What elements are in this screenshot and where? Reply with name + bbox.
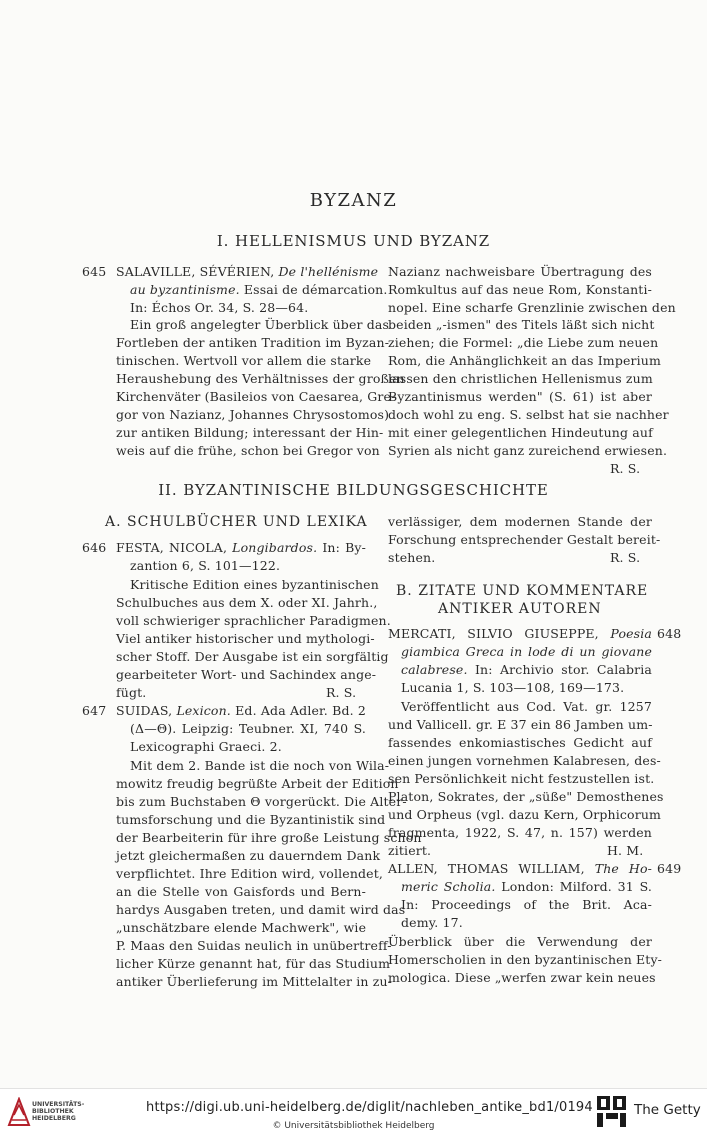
paragraph-line: „unschätzbare elende Machwerk", wie [116, 920, 367, 935]
paragraph-line: Fortleben der antiken Tradition im Byzan- [116, 335, 390, 350]
paragraph-line: Kritische Edition eines byzantinischen [130, 577, 379, 592]
paragraph-line: Romkultus auf das neue Rom, Konstanti- [388, 282, 652, 297]
paragraph-line: Rom, die Anhänglichkeit an das Imperium [388, 353, 661, 368]
paragraph-line: sen Persönlichkeit nicht festzustellen ist. [388, 771, 655, 786]
paragraph-line: Platon, Sokrates, der „süße" Demosthenes [388, 789, 664, 804]
entry-649-pub: In: Proceedings of the Brit. Aca- [401, 897, 652, 912]
paragraph-line: voll schwieriger sprachlicher Paradigmen. [116, 613, 391, 628]
copyright-notice: © Universitätsbibliothek Heidelberg [272, 1121, 435, 1131]
entry-title: The Ho- [594, 861, 652, 876]
paragraph-line: fragmenta, 1922, S. 47, n. 157) werden [388, 825, 652, 840]
entry-title: Lexicon. [176, 703, 231, 718]
paragraph-line: lassen den christlichen Hellenismus zum [388, 371, 653, 386]
paragraph-line: weis auf die frühe, schon bei Gregor von [116, 443, 380, 458]
paragraph-line: Viel antiker historischer und mythologi- [116, 631, 375, 646]
entry-649-series: demy. 17. [401, 915, 463, 930]
paragraph-line: P. Maas den Suidas neulich in unübertreff- [116, 938, 392, 953]
viewer-footer [0, 1088, 707, 1139]
getty-logo-icon [596, 1095, 628, 1129]
entry-author: SUIDAS, [116, 703, 173, 718]
entry-title: Poesia [610, 626, 652, 641]
paragraph-line: mit einer gelegentlichen Hindeutung auf [388, 425, 653, 440]
entry-author: MERCATI, SILVIO GIUSEPPE, [388, 626, 599, 641]
paragraph-line: Nazianz nachweisbare Übertragung des [388, 264, 652, 279]
entry-title: De l'hellénisme [278, 264, 379, 279]
entry-title: Longibardos. [232, 540, 318, 555]
paragraph-line: fügt. [116, 685, 147, 700]
entry-648-title: giambica Greca in lode di un giovane [401, 644, 652, 659]
paragraph-line: Überblick über die Verwendung der [388, 934, 652, 949]
paragraph-line: Syrien als nicht ganz zureichend erwiesen. [388, 443, 668, 458]
paragraph-line: Kirchenväter (Basileios von Caesarea, Gre- [116, 389, 396, 404]
entry-648-pub: Lucania 1, S. 103—108, 169—173. [401, 680, 625, 695]
entry-649-title-line: meric Scholia. London: Milford. 31 S. [401, 879, 653, 894]
entry-number-647: 647 [82, 703, 107, 718]
entry-647-pub: (Δ—Θ). Leipzig: Teubner. XI, 740 S. [130, 721, 366, 736]
subheading-b-cont: ANTIKER AUTOREN [438, 601, 602, 617]
paragraph-line: tumsforschung und die Byzantinistik sind [116, 812, 386, 827]
main-heading: BYZANZ [309, 190, 398, 211]
paragraph-line: und Orpheus (vgl. dazu Kern, Orphicorum [388, 807, 662, 822]
entry-647-series: Lexicographi Graeci. 2. [130, 739, 282, 754]
entry-645-header [116, 264, 379, 279]
entry-number-649: 649 [657, 861, 682, 876]
sponsor-name: The Getty [634, 1102, 701, 1118]
paragraph-line: Byzantinismus werden" (S. 61) ist aber [388, 389, 652, 404]
paragraph-line: Homerscholien in den byzantinischen Ety- [388, 952, 663, 967]
paragraph-line: hardys Ausgaben treten, und damit wird das [116, 902, 406, 917]
section-heading-1: I. HELLENISMUS UND BYZANZ [216, 232, 491, 250]
paragraph-line: Veröffentlicht aus Cod. Vat. gr. 1257 [401, 699, 652, 714]
entry-646-header: FESTA, NICOLA, Longibardos. In: By- [116, 540, 366, 555]
paragraph-line: ziehen; die Formel: „die Liebe zum neuen [388, 335, 659, 350]
paragraph-line: antiker Überlieferung im Mittelalter in zu- [116, 974, 393, 989]
paragraph-line: fassendes enkomiastisches Gedicht auf [388, 735, 652, 750]
entry-645-title-line: au byzantinisme. Essai de démarcation. [130, 282, 388, 297]
paragraph-line: scher Stoff. Der Ausgabe ist ein sorgfältig [116, 649, 389, 664]
entry-number-645: 645 [82, 264, 107, 279]
entry-649-header [388, 861, 652, 876]
paragraph-line: verlässiger, dem modernen Stande der [388, 514, 652, 529]
entry-646-pub: zantion 6, S. 101—122. [130, 558, 281, 573]
entry-645-pub: In: Échos Or. 34, S. 28—64. [130, 300, 309, 315]
paragraph-line: jetzt gleichermaßen zu dauerndem Dank [116, 848, 381, 863]
paragraph-line: doch wohl zu eng. S. selbst hat sie nachher [388, 407, 669, 422]
paragraph-line: der Bearbeiterin für ihre große Leistung schon [116, 830, 422, 845]
permalink-url[interactable]: https://digi.ub.uni-heidelberg.de/diglit/nachleben_antike_bd1/0194 [146, 1100, 593, 1115]
entry-author: ALLEN, THOMAS WILLIAM, [388, 861, 585, 876]
paragraph-line: mowitz freudig begrüßte Arbeit der Edition [116, 776, 399, 791]
paragraph-line: zitiert. [388, 843, 432, 858]
paragraph-line: und Vallicell. gr. E 37 ein 86 Jamben um- [388, 717, 653, 732]
paragraph-line: bis zum Buchstaben Θ vorgerückt. Die Alter- [116, 794, 407, 809]
paragraph-line: an die Stelle von Gaisfords und Bern- [116, 884, 366, 899]
entry-author: SALAVILLE, SÉVÉRIEN, [116, 264, 275, 279]
paragraph-line: einen jungen vornehmen Kalabresen, des- [388, 753, 661, 768]
paragraph-line: Ein groß angelegter Überblick über das [130, 317, 390, 332]
paragraph-line: beiden „-ismen" des Titels läßt sich nicht [388, 317, 655, 332]
reviewer-signature: R. S. [326, 685, 357, 700]
library-name: UNIVERSITÄTS- BIBLIOTHEK HEIDELBERG [32, 1101, 85, 1123]
reviewer-signature: H. M. [607, 843, 644, 858]
entry-648-title-line: calabrese. In: Archivio stor. Calabria [401, 662, 652, 677]
paragraph-line: Mit dem 2. Bande ist die noch von Wila- [130, 758, 390, 773]
paragraph-line: licher Kürze genannt hat, für das Studium [116, 956, 391, 971]
paragraph-line: mologica. Diese „werfen zwar kein neues [388, 970, 656, 985]
paragraph-line: stehen. [388, 550, 436, 565]
subheading-b: B. ZITATE UND KOMMENTARE [396, 583, 649, 599]
paragraph-line: tinischen. Wertvoll vor allem die starke [116, 353, 372, 368]
reviewer-signature: R. S. [610, 550, 641, 565]
entry-number-646: 646 [82, 540, 107, 555]
paragraph-line: gor von Nazianz, Johannes Chrysostomos) [116, 407, 390, 422]
entry-648-header [388, 626, 652, 641]
paragraph-line: nopel. Eine scharfe Grenzlinie zwischen den [388, 300, 676, 315]
subheading-a: A. SCHULBÜCHER UND LEXIKA [105, 514, 368, 530]
reviewer-signature: R. S. [610, 461, 641, 476]
paragraph-line: zur antiken Bildung; interessant der Hin- [116, 425, 384, 440]
paragraph-line: Schulbuches aus dem X. oder XI. Jahrh., [116, 595, 378, 610]
entry-647-header: SUIDAS, Lexicon. Ed. Ada Adler. Bd. 2 [116, 703, 367, 718]
entry-author: FESTA, NICOLA, [116, 540, 228, 555]
entry-number-648: 648 [657, 626, 682, 641]
paragraph-line: verpflichtet. Ihre Edition wird, vollendet, [116, 866, 384, 881]
paragraph-line: Forschung entsprechender Gestalt bereit- [388, 532, 661, 547]
section-heading-2: II. BYZANTINISCHE BILDUNGSGESCHICHTE [158, 481, 549, 499]
paragraph-line: Heraushebung des Verhältnisses der großen [116, 371, 405, 386]
paragraph-line: gearbeiteter Wort- und Sachindex ange- [116, 667, 377, 682]
